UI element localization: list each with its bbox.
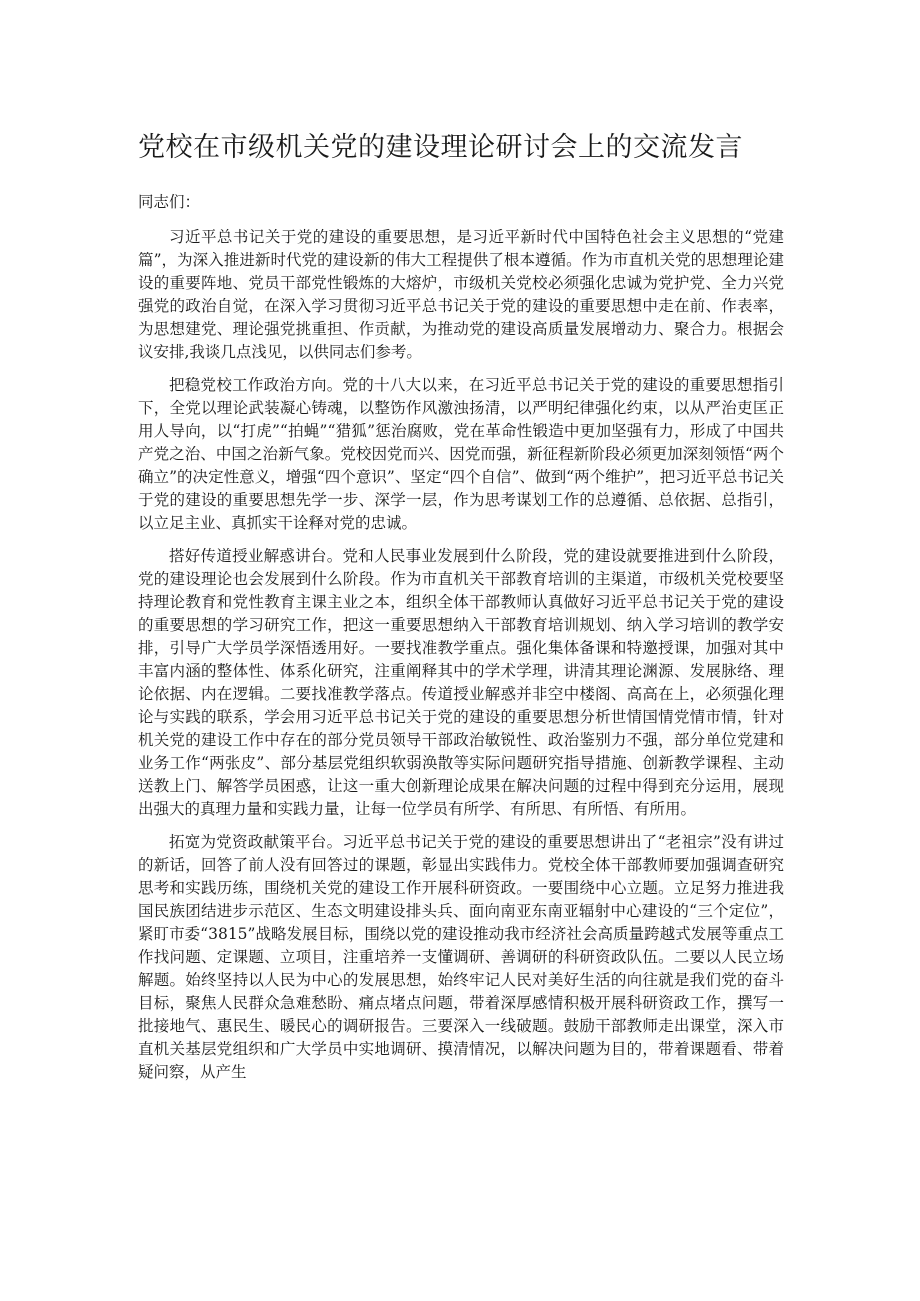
paragraph-political-direction: 把稳党校工作政治方向。党的十八大以来，在习近平总书记关于党的建设的重要思想指引下，全党以理论武装凝心铸魂，以整饬作风激浊扬清，以严明纪律强化约束，以从严治吏匡正用人导向，以“打虎”“拍蝇”“猎狐”惩治腐败，党在革命性锻造中更加坚强有力，形成了中国共产党之治、中国之治新气象。党校因党而兴、因党而强，新征程新阶段必须更加深刻领悟“两个确立”的决定性意义，增强“四个意识”、坚定“四个自信”、做到“两个维护”，把习近平总书记关于党的建设的重要思想先学一步、深学一层，作为思考谋划工作的总遵循、总依据、总指引，以立足主业、真抓实干诠释对党的忠诚。 [138,376,784,532]
paragraph-teaching-platform: 搭好传道授业解惑讲台。党和人民事业发展到什么阶段，党的建设就要推进到什么阶段，党的建设理论也会发展到什么阶段。作为市直机关干部教育培训的主渠道，市级机关党校要坚持理论教育和党性教育主课主业之本，组织全体干部教师认真做好习近平总书记关于党的建设的重要思想的学习研究工作，把这一重要思想纳入干部教育培训规划、纳入学习培训的教学安排，引导广大学员学深悟透用好。一要找准教学重点。强化集体备课和特邀授课，加强对其中丰富内涵的整体性、体系化研究，注重阐释其中的学术学理，讲清其理论渊源、发展脉络、理论依据、内在逻辑。二要找准教学落点。传道授业解惑并非空中楼阁、高高在上，必须强化理论与实践的联系，学会用习近平总书记关于党的建设的重要思想分析世情国情党情市情，针对机关党的建设工作中存在的部分党员领导干部政治敏锐性、政治鉴别力不强，部分单位党建和业务工作“两张皮”、部分基层党组织软弱涣散等实际问题研究指导措施、创新教学课程、主动送教上门、解答学员困惑，让这一重大创新理论成果在解决问题的过程中得到充分运用，展现出强大的真理力量和实践力量，让每一位学员有所学、有所思、有所悟、有所用。 [138,547,784,818]
paragraph-intro: 习近平总书记关于党的建设的重要思想，是习近平新时代中国特色社会主义思想的“党建篇”，为深入推进新时代党的建设新的伟大工程提供了根本遵循。作为市直机关党的思想理论建设的重要阵地、党员干部党性锻炼的大熔炉，市级机关党校必须强化忠诚为党护党、全力兴党强党的政治自觉，在深入学习贯彻习近平总书记关于党的建设的重要思想中走在前、作表率，为思想建党、理论强党挑重担、作贡献，为推动党的建设高质量发展增动力、聚合力。根据会议安排,我谈几点浅见，以供同志们参考。 [138,228,784,361]
document-page [138,128,784,1094]
salutation: 同志们： [138,193,201,211]
document-title: 党校在市级机关党的建设理论研讨会上的交流发言 [138,132,743,163]
paragraph-advisory-platform: 拓宽为党资政献策平台。习近平总书记关于党的建设的重要思想讲出了“老祖宗”没有讲过的新话，回答了前人没有回答过的课题，彰显出实践伟力。党校全体干部教师要加强调查研究思考和实践历练，围绕机关党的建设工作开展科研资政。一要围绕中心立题。立足努力推进我国民族团结进步示范区、生态文明建设排头兵、面向南亚东南亚辐射中心建设的“三个定位”，紧盯市委“3815”战略发展目标，围绕以党的建设推动我市经济社会高质量跨越式发展等重点工作找问题、定课题、立项目，注重培养一支懂调研、善调研的科研资政队伍。二要以人民立场解题。始终坚持以人民为中心的发展思想，始终牢记人民对美好生活的向往就是我们党的奋斗目标，聚焦人民群众急难愁盼、痛点堵点问题，带着深厚感情积极开展科研资政工作，撰写一批接地气、惠民生、暖民心的调研报告。三要深入一线破题。鼓励干部教师走出课堂，深入市直机关基层党组织和广大学员中实地调研、摸清情况，以解决问题为目的，带着课题看、带着疑问察，从产生 [138,833,784,1081]
